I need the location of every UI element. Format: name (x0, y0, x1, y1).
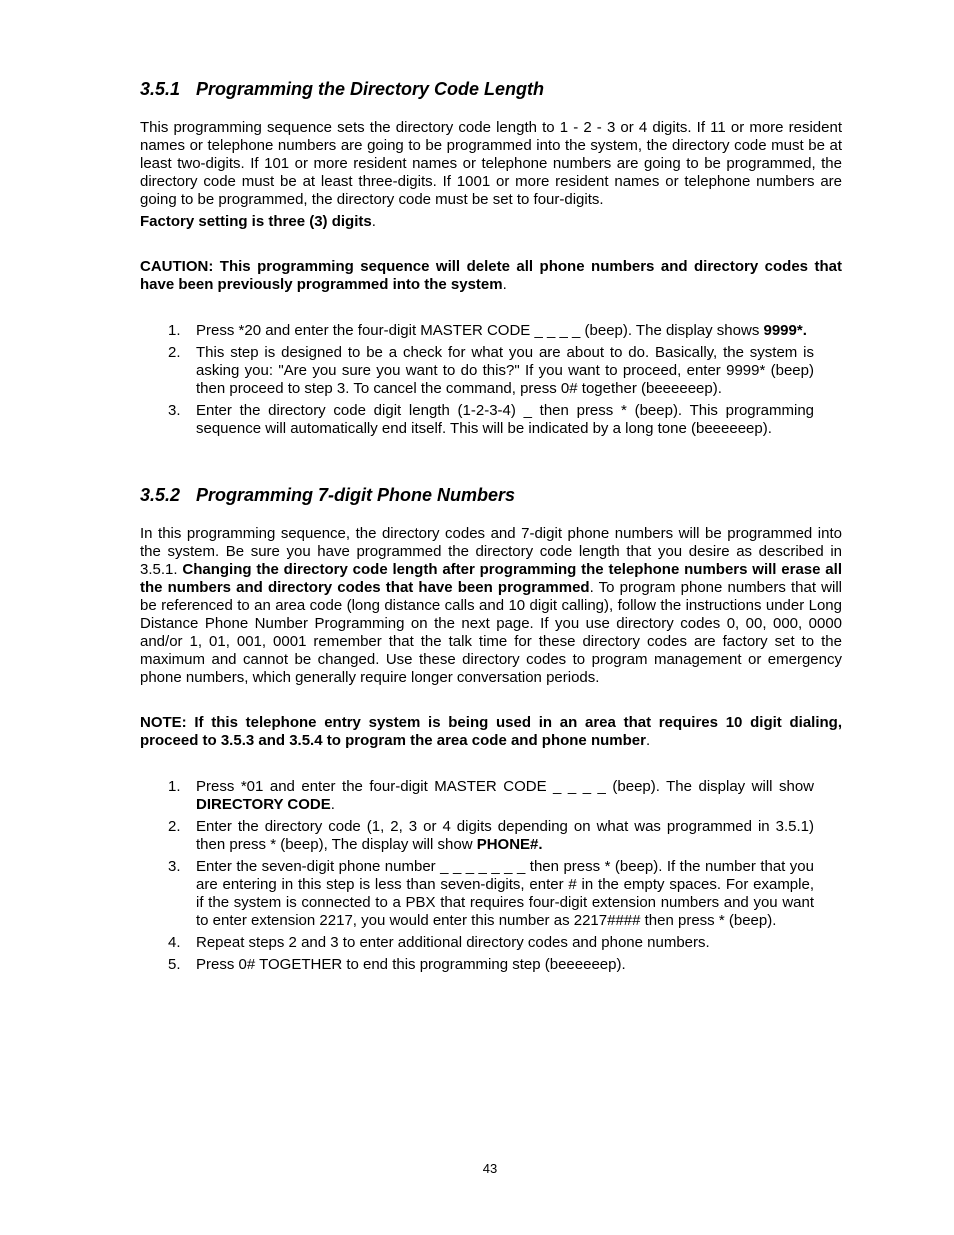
factory-setting-text: Factory setting is three (3) digits (140, 213, 372, 230)
page-number: 43 (482, 1161, 498, 1176)
section-title: Programming 7-digit Phone Numbers (196, 485, 516, 505)
list-item (140, 322, 814, 340)
intro-warning-bold: Changing the directory code length after programming the telephone numbers will erase all the numbers and directory codes that have been programmed (140, 561, 842, 596)
step-bold-text: DIRECTORY CODE (196, 796, 331, 813)
section-number: 3.5.2 (140, 485, 181, 505)
section-intro-paragraph (140, 525, 842, 687)
list-item (140, 934, 814, 952)
document-page (140, 78, 842, 978)
section-number: 3.5.1 (140, 79, 181, 99)
step-text: Press *20 and enter the four-digit MASTER CODE _ _ _ _ (beep). The display shows (196, 322, 764, 339)
list-item (140, 818, 814, 854)
intro-text-b: . To program phone numbers that will be referenced to an area code (long distance calls and 10 digit calling), follow the instructions under Long Distance Phone Number Programming on the next page. If you use directory codes 0, 00, 000, 0000 and/or 1, 01, 001, 0001 remember that the talk time for these directory codes are factory set to the maximum and cannot be changed. Use these directory codes to program management or emergency phone numbers, which generally require longer conversation periods. (140, 579, 842, 686)
section-intro-paragraph: This programming sequence sets the directory code length to 1 - 2 - 3 or 4 digits. If 11 or more resident names or telephone numbers are going to be programmed into the system, the directory code must be at least two-digits. If 101 or more resident names or telephone numbers are going to be programmed, the directory code must be at least three-digits. If 1001 or more resident names or telephone numbers are going to be programmed, the directory code must be set to four-digits. (140, 119, 842, 208)
section-heading-3-5-1 (140, 78, 842, 100)
intro-text-a: In this programming sequence, the directory codes and 7-digit phone numbers will be programmed into the system. Be sure you have programmed the directory code length that you desire as described in 3.5.1. (140, 525, 842, 578)
note-tail: . (645, 732, 651, 749)
section-title: Programming the Directory Code Length (196, 79, 545, 99)
caution-tail: . (502, 276, 507, 293)
step-text: Press *01 and enter the four-digit MASTER CODE _ _ _ _ (beep). The display will show (196, 778, 814, 795)
step-text: Enter the seven-digit phone number _ _ _ _ _ _ _ then press * (beep). If the number that you are entering in this step is less than seven-digits, enter # in the empty spaces. For example, if the system is connected to a PBX that requires four-digit extension numbers and you want to enter extension 2217, you would enter this number as 2217#### then press * (beep). (196, 858, 814, 929)
steps-list-3-5-1 (140, 322, 814, 438)
step-number: 2. (168, 344, 181, 361)
step-number: 1. (168, 778, 181, 795)
step-text: Enter the directory code (1, 2, 3 or 4 digits depending on what was programmed in 3.5.1) then press * (beep), The display will show (196, 818, 814, 853)
section-heading-3-5-2 (140, 484, 842, 506)
step-number: 5. (168, 956, 181, 973)
step-text: This step is designed to be a check for what you are about to do. Basically, the system is asking you: "Are you sure you want to do this?" If you want to proceed, enter 9999* (beep) then proceed to step 3. To cancel the command, press 0# together (beeeeeep). (196, 344, 814, 397)
caution-note (140, 258, 842, 294)
step-text: Enter the directory code digit length (1-2-3-4) _ then press * (beep). This programming sequence will automatically end itself. This will be indicated by a long tone (beeeeeep). (196, 402, 814, 437)
note-text: NOTE: If this telephone entry system is being used in an area that requires 10 digit dialing, proceed to 3.5.3 and 3.5.4 to program the area code and phone number (140, 714, 842, 749)
step-bold-text: 9999*. (763, 322, 807, 339)
step-bold-text: PHONE#. (476, 836, 543, 853)
step-number: 3. (168, 858, 181, 875)
step-tail: . (330, 796, 335, 813)
steps-list-3-5-2 (140, 778, 814, 974)
step-number: 1. (168, 322, 181, 339)
factory-setting-note (140, 213, 842, 231)
caution-text: CAUTION: This programming sequence will delete all phone numbers and directory codes that have been previously programmed into the system (140, 258, 842, 293)
list-item (140, 778, 814, 814)
note-paragraph (140, 714, 842, 750)
list-item (140, 956, 814, 974)
step-text: Press 0# TOGETHER to end this programming step (beeeeeep). (196, 956, 626, 973)
step-number: 4. (168, 934, 181, 951)
factory-setting-tail: . (371, 213, 376, 230)
list-item (140, 858, 814, 930)
step-text: Repeat steps 2 and 3 to enter additional directory codes and phone numbers. (196, 934, 710, 951)
step-number: 2. (168, 818, 181, 835)
list-item (140, 344, 814, 398)
list-item (140, 402, 814, 438)
step-number: 3. (168, 402, 181, 419)
